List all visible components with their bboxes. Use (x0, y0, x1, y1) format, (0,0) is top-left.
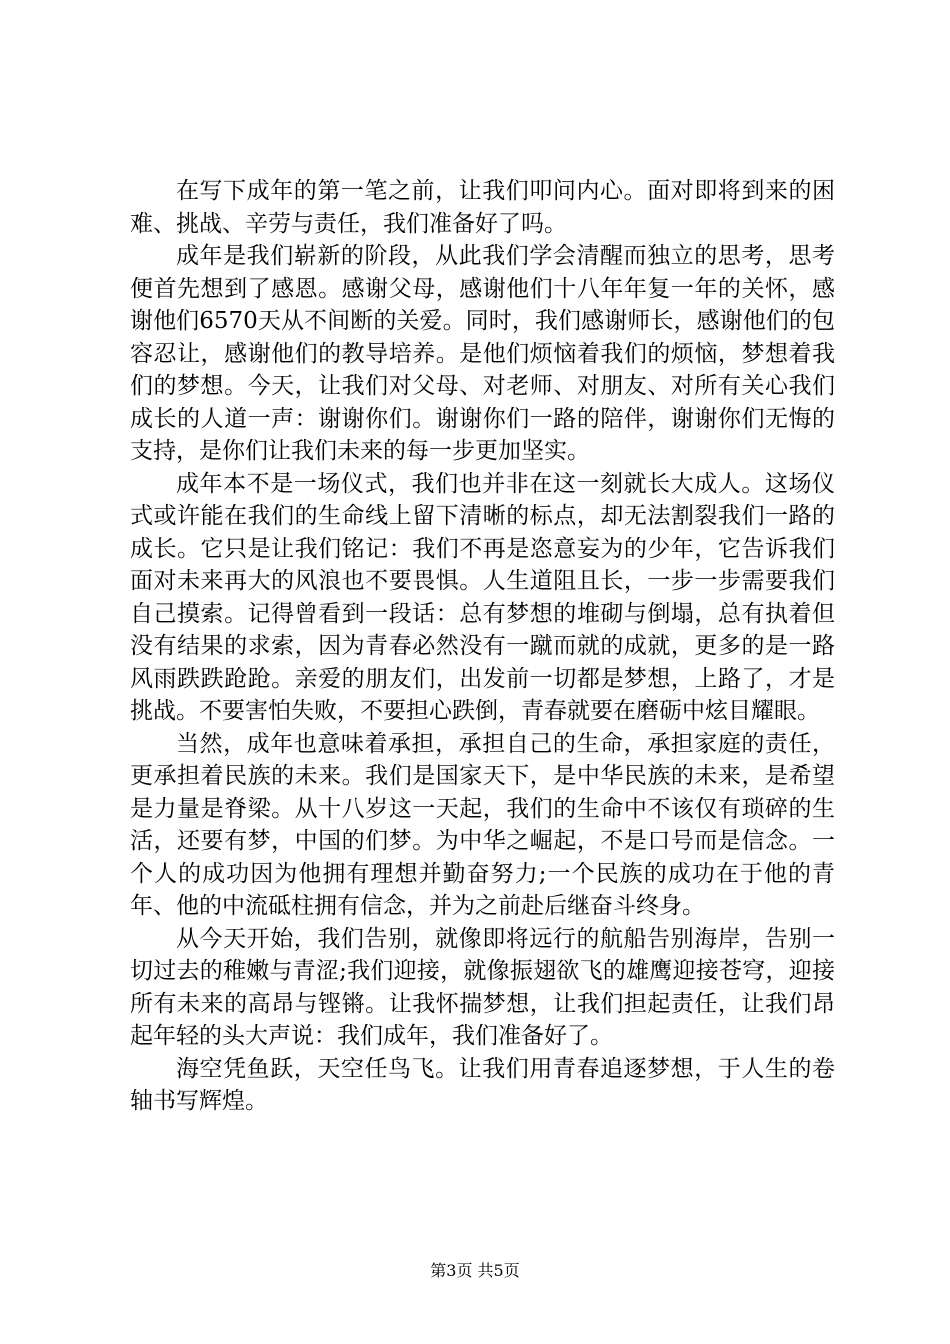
paragraph-2: 成年是我们崭新的阶段，从此我们学会清醒而独立的思考，思考便首先想到了感恩。感谢父母，感谢他们十八年年复一年的关怀，感谢他们6570天从不间断的关爱。同时，我们感谢师长，感谢他们的包容忍让，感谢他们的教导培养。是他们烦恼着我们的烦恼，梦想着我们的梦想。今天，让我们对父母、对老师、对朋友、对所有关心我们成长的人道一声：谢谢你们。谢谢你们一路的陪伴，谢谢你们无悔的支持，是你们让我们未来的每一步更加坚实。 (130, 243, 835, 464)
paragraph-4: 当然，成年也意味着承担，承担自己的生命，承担家庭的责任，更承担着民族的未来。我们是国家天下，是中华民族的未来，是希望是力量是脊梁。从十八岁这一天起，我们的生命中不该仅有琐碎的生活，还要有梦，中国的们梦。为中华之崛起，不是口号而是信念。一个人的成功因为他拥有理想并勤奋努力;一个民族的成功在于他的青年、他的中流砥柱拥有信念，并为之前赴后继奋斗终身。 (130, 730, 835, 919)
page-footer: 第3页 共5页 (430, 1261, 520, 1280)
paragraph-3: 成年本不是一场仪式，我们也并非在这一刻就长大成人。这场仪式或许能在我们的生命线上留下清晰的标点，却无法割裂我们一路的成长。它只是让我们铭记：我们不再是恣意妄为的少年，它告诉我们面对未来再大的风浪也不要畏惧。人生道阻且长，一步一步需要我们自己摸索。记得曾看到一段话：总有梦想的堆砌与倒塌，总有执着但没有结果的求索，因为青春必然没有一蹴而就的成就，更多的是一路风雨跌跌跄跄。亲爱的朋友们，出发前一切都是梦想，上路了，才是挑战。不要害怕失败，不要担心跌倒，青春就要在磨砺中炫目耀眼。 (130, 470, 835, 724)
paragraph-5: 从今天开始，我们告别，就像即将远行的航船告别海岸，告别一切过去的稚嫩与青涩;我们迎接，就像振翅欲飞的雄鹰迎接苍穹，迎接所有未来的高昂与铿锵。让我怀揣梦想，让我们担起责任，让我们昂起年轻的头大声说：我们成年，我们准备好了。 (130, 925, 835, 1049)
paragraph-6: 海空凭鱼跃，天空任鸟飞。让我们用青春追逐梦想，于人生的卷轴书写辉煌。 (130, 1055, 835, 1114)
paragraph-1: 在写下成年的第一笔之前，让我们叩问内心。面对即将到来的困难、挑战、辛劳与责任，我们准备好了吗。 (130, 178, 835, 237)
document-body (130, 175, 835, 1118)
